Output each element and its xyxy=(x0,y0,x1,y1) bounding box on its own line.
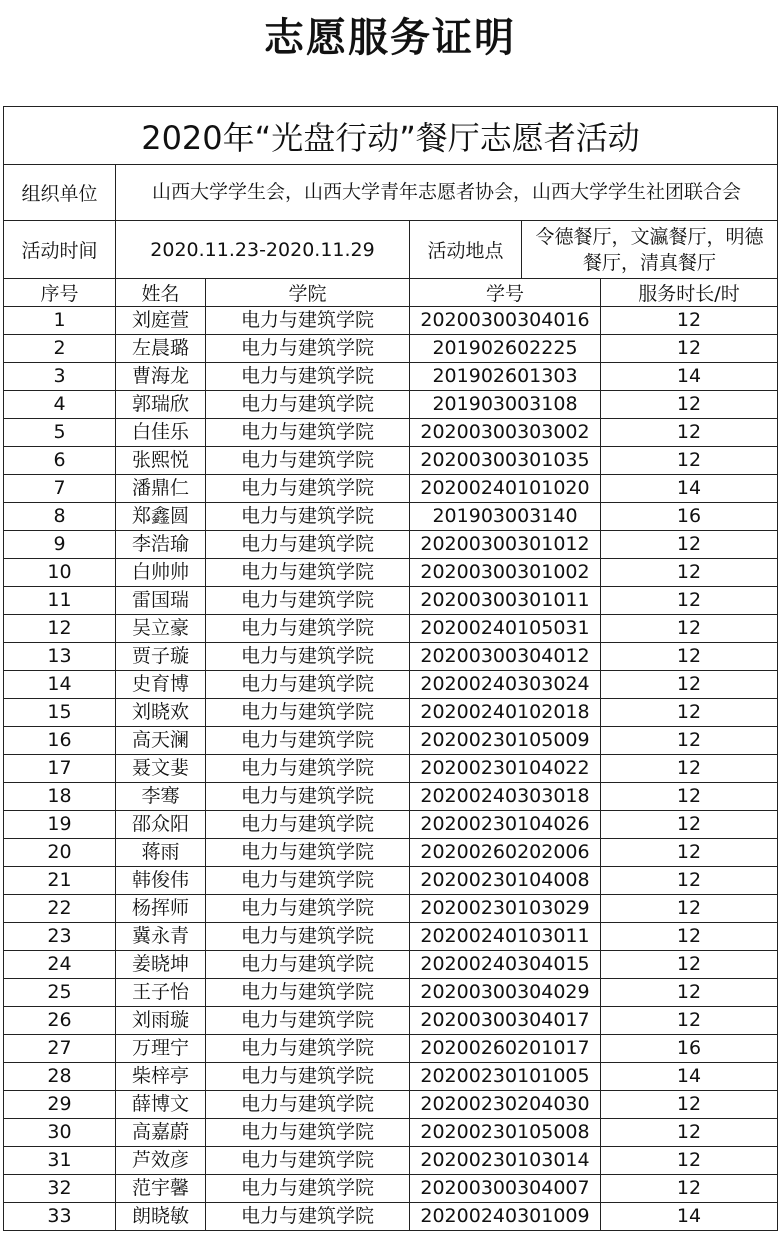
row-no: 14 xyxy=(4,671,116,699)
row-no: 1 xyxy=(4,307,116,335)
row-hours: 14 xyxy=(601,1063,778,1091)
row-hours: 12 xyxy=(601,699,778,727)
row-student-id: 20200300301011 xyxy=(410,587,601,615)
row-name: 刘雨璇 xyxy=(116,1007,206,1035)
table-row xyxy=(4,671,778,699)
header-college: 学院 xyxy=(206,279,410,307)
row-college: 电力与建筑学院 xyxy=(206,1007,410,1035)
row-college: 电力与建筑学院 xyxy=(206,699,410,727)
row-college: 电力与建筑学院 xyxy=(206,503,410,531)
row-hours: 12 xyxy=(601,867,778,895)
row-hours: 12 xyxy=(601,587,778,615)
row-student-id: 20200230204030 xyxy=(410,1091,601,1119)
row-name: 郑鑫圆 xyxy=(116,503,206,531)
header-student-id: 学号 xyxy=(410,279,601,307)
table-row xyxy=(4,1063,778,1091)
row-name: 张熙悦 xyxy=(116,447,206,475)
row-name: 李骞 xyxy=(116,783,206,811)
row-name: 白帅帅 xyxy=(116,559,206,587)
header-no: 序号 xyxy=(4,279,116,307)
row-college: 电力与建筑学院 xyxy=(206,447,410,475)
row-student-id: 20200230104022 xyxy=(410,755,601,783)
row-no: 19 xyxy=(4,811,116,839)
row-hours: 12 xyxy=(601,643,778,671)
row-no: 28 xyxy=(4,1063,116,1091)
row-college: 电力与建筑学院 xyxy=(206,839,410,867)
row-hours: 12 xyxy=(601,335,778,363)
row-name: 白佳乐 xyxy=(116,419,206,447)
row-college: 电力与建筑学院 xyxy=(206,783,410,811)
table-row xyxy=(4,811,778,839)
row-hours: 12 xyxy=(601,419,778,447)
row-hours: 12 xyxy=(601,615,778,643)
row-no: 27 xyxy=(4,1035,116,1063)
row-student-id: 20200260201017 xyxy=(410,1035,601,1063)
row-college: 电力与建筑学院 xyxy=(206,307,410,335)
row-name: 韩俊伟 xyxy=(116,867,206,895)
row-no: 10 xyxy=(4,559,116,587)
row-student-id: 20200300304017 xyxy=(410,1007,601,1035)
row-hours: 16 xyxy=(601,1035,778,1063)
row-college: 电力与建筑学院 xyxy=(206,559,410,587)
row-college: 电力与建筑学院 xyxy=(206,727,410,755)
row-student-id: 201902601303 xyxy=(410,363,601,391)
row-name: 贾子璇 xyxy=(116,643,206,671)
row-hours: 12 xyxy=(601,923,778,951)
row-college: 电力与建筑学院 xyxy=(206,951,410,979)
table-row xyxy=(4,699,778,727)
row-no: 9 xyxy=(4,531,116,559)
row-college: 电力与建筑学院 xyxy=(206,643,410,671)
row-college: 电力与建筑学院 xyxy=(206,755,410,783)
row-no: 33 xyxy=(4,1203,116,1231)
row-college: 电力与建筑学院 xyxy=(206,1203,410,1231)
table-row xyxy=(4,559,778,587)
row-hours: 12 xyxy=(601,755,778,783)
row-name: 左晨璐 xyxy=(116,335,206,363)
table-row xyxy=(4,839,778,867)
row-student-id: 20200240303024 xyxy=(410,671,601,699)
row-student-id: 20200300301035 xyxy=(410,447,601,475)
table-row xyxy=(4,923,778,951)
row-name: 邵众阳 xyxy=(116,811,206,839)
row-name: 杨挥师 xyxy=(116,895,206,923)
row-hours: 12 xyxy=(601,391,778,419)
row-name: 芦效彦 xyxy=(116,1147,206,1175)
row-college: 电力与建筑学院 xyxy=(206,1035,410,1063)
row-no: 23 xyxy=(4,923,116,951)
table-row xyxy=(4,1175,778,1203)
row-hours: 12 xyxy=(601,1119,778,1147)
row-student-id: 201903003108 xyxy=(410,391,601,419)
location-value: 令德餐厅，文瀛餐厅，明德餐厅，清真餐厅 xyxy=(522,221,778,279)
row-name: 郭瑞欣 xyxy=(116,391,206,419)
organizer-row xyxy=(4,165,778,221)
table-row xyxy=(4,755,778,783)
table-row xyxy=(4,1035,778,1063)
row-name: 王子怡 xyxy=(116,979,206,1007)
row-name: 刘晓欢 xyxy=(116,699,206,727)
row-student-id: 20200240103011 xyxy=(410,923,601,951)
row-hours: 12 xyxy=(601,951,778,979)
row-college: 电力与建筑学院 xyxy=(206,531,410,559)
table-row xyxy=(4,363,778,391)
row-no: 25 xyxy=(4,979,116,1007)
row-name: 范宇馨 xyxy=(116,1175,206,1203)
time-value: 2020.11.23-2020.11.29 xyxy=(116,221,410,279)
table-row xyxy=(4,391,778,419)
row-student-id: 20200300304012 xyxy=(410,643,601,671)
row-no: 13 xyxy=(4,643,116,671)
row-student-id: 20200240101020 xyxy=(410,475,601,503)
row-no: 7 xyxy=(4,475,116,503)
table-row xyxy=(4,531,778,559)
row-name: 潘鼎仁 xyxy=(116,475,206,503)
row-college: 电力与建筑学院 xyxy=(206,1147,410,1175)
row-student-id: 20200230104008 xyxy=(410,867,601,895)
row-hours: 12 xyxy=(601,727,778,755)
row-hours: 12 xyxy=(601,307,778,335)
row-name: 冀永青 xyxy=(116,923,206,951)
row-name: 高嘉蔚 xyxy=(116,1119,206,1147)
row-hours: 12 xyxy=(601,1007,778,1035)
row-no: 22 xyxy=(4,895,116,923)
row-college: 电力与建筑学院 xyxy=(206,811,410,839)
row-hours: 12 xyxy=(601,895,778,923)
table-row xyxy=(4,307,778,335)
row-college: 电力与建筑学院 xyxy=(206,615,410,643)
header-hours: 服务时长/时 xyxy=(601,279,778,307)
table-row xyxy=(4,895,778,923)
table-row xyxy=(4,783,778,811)
column-header-row xyxy=(4,279,778,307)
roster-body xyxy=(4,307,778,1231)
row-no: 24 xyxy=(4,951,116,979)
row-name: 姜晓坤 xyxy=(116,951,206,979)
table-row xyxy=(4,1007,778,1035)
table-row xyxy=(4,727,778,755)
row-hours: 14 xyxy=(601,1203,778,1231)
row-hours: 12 xyxy=(601,979,778,1007)
row-no: 5 xyxy=(4,419,116,447)
row-student-id: 20200300301002 xyxy=(410,559,601,587)
row-college: 电力与建筑学院 xyxy=(206,587,410,615)
table-row xyxy=(4,419,778,447)
row-student-id: 20200300304007 xyxy=(410,1175,601,1203)
row-hours: 12 xyxy=(601,1091,778,1119)
row-student-id: 20200240303018 xyxy=(410,783,601,811)
row-student-id: 20200240105031 xyxy=(410,615,601,643)
row-no: 11 xyxy=(4,587,116,615)
row-college: 电力与建筑学院 xyxy=(206,671,410,699)
table-row xyxy=(4,643,778,671)
row-student-id: 20200240301009 xyxy=(410,1203,601,1231)
row-college: 电力与建筑学院 xyxy=(206,363,410,391)
row-name: 薛博文 xyxy=(116,1091,206,1119)
row-college: 电力与建筑学院 xyxy=(206,1091,410,1119)
table-row xyxy=(4,587,778,615)
row-hours: 12 xyxy=(601,671,778,699)
row-student-id: 20200300301012 xyxy=(410,531,601,559)
row-college: 电力与建筑学院 xyxy=(206,1175,410,1203)
table-row xyxy=(4,503,778,531)
row-no: 16 xyxy=(4,727,116,755)
location-label: 活动地点 xyxy=(410,221,522,279)
row-name: 柴梓亭 xyxy=(116,1063,206,1091)
row-name: 吴立豪 xyxy=(116,615,206,643)
row-hours: 12 xyxy=(601,447,778,475)
row-name: 雷国瑞 xyxy=(116,587,206,615)
row-hours: 14 xyxy=(601,475,778,503)
time-location-row xyxy=(4,221,778,279)
table-row xyxy=(4,1203,778,1231)
row-name: 史育博 xyxy=(116,671,206,699)
row-college: 电力与建筑学院 xyxy=(206,391,410,419)
row-student-id: 20200260202006 xyxy=(410,839,601,867)
table-row xyxy=(4,615,778,643)
row-name: 万理宁 xyxy=(116,1035,206,1063)
activity-title-row xyxy=(4,107,778,165)
row-no: 3 xyxy=(4,363,116,391)
row-name: 李浩瑜 xyxy=(116,531,206,559)
row-student-id: 20200230103029 xyxy=(410,895,601,923)
row-hours: 12 xyxy=(601,839,778,867)
row-hours: 12 xyxy=(601,559,778,587)
row-no: 6 xyxy=(4,447,116,475)
row-hours: 12 xyxy=(601,783,778,811)
row-student-id: 20200300304029 xyxy=(410,979,601,1007)
row-hours: 12 xyxy=(601,531,778,559)
row-college: 电力与建筑学院 xyxy=(206,475,410,503)
row-college: 电力与建筑学院 xyxy=(206,867,410,895)
table-row xyxy=(4,475,778,503)
row-no: 32 xyxy=(4,1175,116,1203)
row-college: 电力与建筑学院 xyxy=(206,335,410,363)
row-no: 20 xyxy=(4,839,116,867)
row-student-id: 20200300304016 xyxy=(410,307,601,335)
page-title: 志愿服务证明 xyxy=(264,15,516,61)
row-college: 电力与建筑学院 xyxy=(206,979,410,1007)
time-label: 活动时间 xyxy=(4,221,116,279)
row-no: 26 xyxy=(4,1007,116,1035)
row-no: 2 xyxy=(4,335,116,363)
row-no: 17 xyxy=(4,755,116,783)
row-name: 蒋雨 xyxy=(116,839,206,867)
row-college: 电力与建筑学院 xyxy=(206,1063,410,1091)
row-hours: 12 xyxy=(601,1147,778,1175)
table-row xyxy=(4,1147,778,1175)
header-name: 姓名 xyxy=(116,279,206,307)
table-row xyxy=(4,979,778,1007)
row-student-id: 20200230105009 xyxy=(410,727,601,755)
row-college: 电力与建筑学院 xyxy=(206,1119,410,1147)
row-college: 电力与建筑学院 xyxy=(206,923,410,951)
row-student-id: 20200230101005 xyxy=(410,1063,601,1091)
row-no: 18 xyxy=(4,783,116,811)
volunteer-table xyxy=(3,106,778,1231)
row-hours: 12 xyxy=(601,811,778,839)
organizer-value: 山西大学学生会，山西大学青年志愿者协会，山西大学学生社团联合会 xyxy=(116,165,778,221)
row-no: 8 xyxy=(4,503,116,531)
row-student-id: 20200300303002 xyxy=(410,419,601,447)
row-student-id: 20200230104026 xyxy=(410,811,601,839)
table-row xyxy=(4,335,778,363)
row-student-id: 20200230105008 xyxy=(410,1119,601,1147)
row-student-id: 201902602225 xyxy=(410,335,601,363)
row-no: 29 xyxy=(4,1091,116,1119)
table-row xyxy=(4,1091,778,1119)
row-name: 聂文婓 xyxy=(116,755,206,783)
row-no: 4 xyxy=(4,391,116,419)
row-name: 高天澜 xyxy=(116,727,206,755)
row-student-id: 20200230103014 xyxy=(410,1147,601,1175)
row-college: 电力与建筑学院 xyxy=(206,895,410,923)
row-hours: 12 xyxy=(601,1175,778,1203)
row-no: 12 xyxy=(4,615,116,643)
activity-title: 2020年“光盘行动”餐厅志愿者活动 xyxy=(4,107,778,165)
row-name: 朗晓敏 xyxy=(116,1203,206,1231)
row-hours: 16 xyxy=(601,503,778,531)
row-no: 21 xyxy=(4,867,116,895)
row-student-id: 20200240304015 xyxy=(410,951,601,979)
row-student-id: 20200240102018 xyxy=(410,699,601,727)
row-no: 15 xyxy=(4,699,116,727)
organizer-label: 组织单位 xyxy=(4,165,116,221)
row-no: 31 xyxy=(4,1147,116,1175)
table-row xyxy=(4,951,778,979)
table-row xyxy=(4,1119,778,1147)
row-college: 电力与建筑学院 xyxy=(206,419,410,447)
row-hours: 14 xyxy=(601,363,778,391)
table-row xyxy=(4,867,778,895)
row-name: 刘庭萱 xyxy=(116,307,206,335)
row-name: 曹海龙 xyxy=(116,363,206,391)
table-row xyxy=(4,447,778,475)
row-student-id: 201903003140 xyxy=(410,503,601,531)
row-no: 30 xyxy=(4,1119,116,1147)
